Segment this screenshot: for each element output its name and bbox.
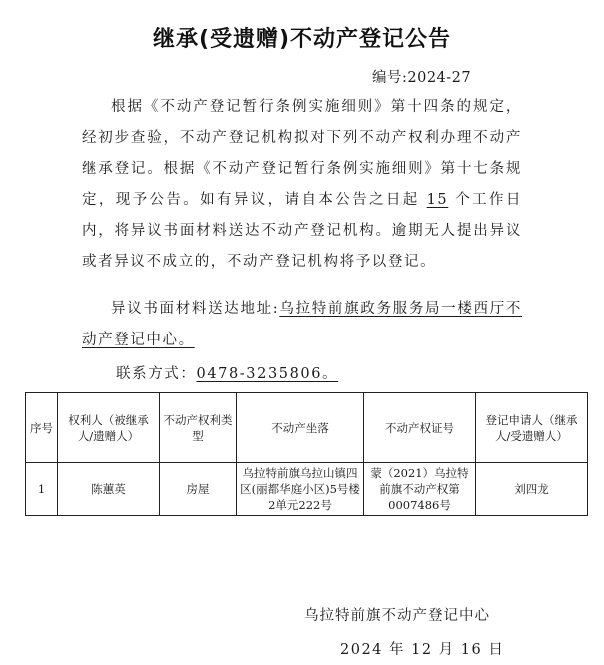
page-title: 继承(受遗赠)不动产登记公告: [152, 27, 452, 52]
contact-line: [116, 362, 338, 383]
paragraph-legal-basis: [82, 92, 522, 278]
cell-cert: 蒙（2021）乌拉特前旗不动产权第0007486号: [364, 463, 476, 516]
cell-seq: 1: [26, 463, 58, 516]
objection-days: 15: [426, 192, 449, 208]
issuing-organization: 乌拉特前旗不动产登记中心: [304, 608, 490, 624]
header-cert: 不动产权证号: [364, 393, 476, 463]
cell-holder: 陈蕙英: [58, 463, 160, 516]
paragraph-text-a: 根据《不动产登记暂行条例实施细则》第十四条的规定，经初步查验，不动产登记机构拟对下列不动产权利办理不动产继承登记。根据《不动产登记暂行条例实施细则》第十七条规定，现予公告。如有异议，请自本公告之日起: [82, 99, 522, 208]
contact-phone: 0478-3235806。: [196, 366, 339, 382]
header-seq: 序号: [26, 393, 58, 463]
cell-location: 乌拉特前旗乌拉山镇四区(丽都华庭小区)5号楼2单元222号: [237, 463, 364, 516]
document-number: 编号:2024-27: [372, 70, 472, 86]
address-label: 异议书面材料送达地址:: [111, 301, 280, 317]
paragraph-address: [82, 294, 522, 356]
header-location: 不动产坐落: [237, 393, 364, 463]
cell-type: 房屋: [160, 463, 237, 516]
cell-applicant: 刘四龙: [476, 463, 588, 516]
registration-table: [25, 392, 588, 516]
table-row: [26, 463, 588, 516]
header-applicant: 登记申请人（继承人/受遗赠人）: [476, 393, 588, 463]
header-holder: 权利人（被继承人/遗赠人）: [58, 393, 160, 463]
address-value: 乌拉特前旗政务服务局一楼西厅不动产登记中心。: [82, 301, 523, 348]
contact-label: 联系方式：: [116, 366, 197, 382]
issue-date: 2024 年 12 月 16 日: [340, 642, 505, 658]
paragraph-text-b: 个工作日内，将异议书面材料送达不动产登记机构。逾期无人提出异议或者异议不成立的，不动产登记机构将予以登记。: [82, 192, 522, 270]
table-header-row: [26, 393, 588, 463]
header-type: 不动产权利类型: [160, 393, 237, 463]
